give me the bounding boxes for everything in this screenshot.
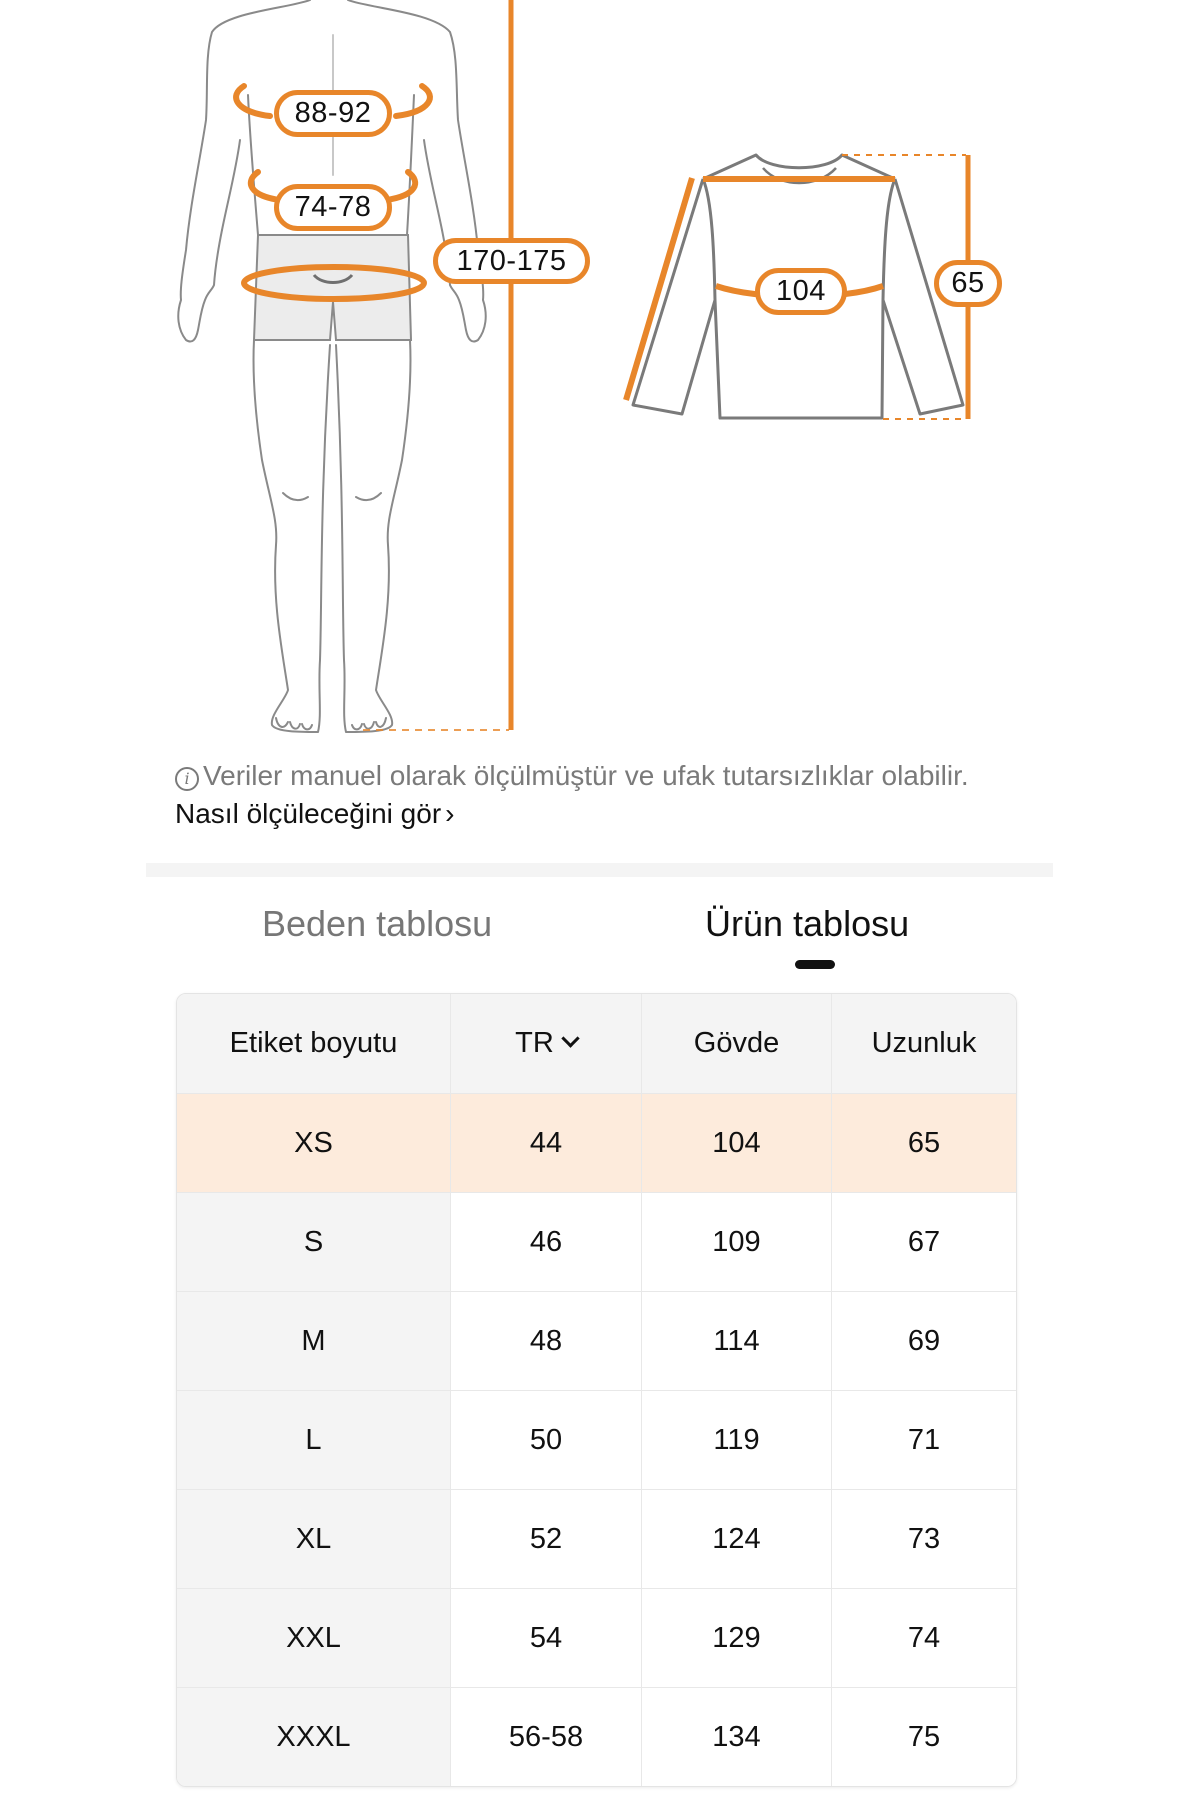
cell-body: 119 — [641, 1391, 831, 1489]
cell-tr: 46 — [450, 1193, 641, 1291]
active-tab-indicator — [795, 960, 835, 969]
garment-chest-badge: 104 — [755, 268, 847, 315]
how-to-measure-label[interactable]: Nasıl ölçüleceğini gör — [175, 798, 442, 829]
info-icon: i — [175, 767, 199, 791]
table-tabs — [146, 895, 1053, 975]
cell-label-size: L — [177, 1391, 450, 1489]
cell-tr: 48 — [450, 1292, 641, 1390]
chevron-down-icon — [561, 1029, 579, 1047]
height-measure-badge: 170-175 — [433, 238, 590, 284]
shorts-shape — [254, 235, 411, 340]
cell-tr: 50 — [450, 1391, 641, 1489]
cell-tr: 56-58 — [450, 1688, 641, 1786]
cell-tr: 54 — [450, 1589, 641, 1687]
table-row[interactable] — [177, 1687, 1016, 1786]
header-label-size: Etiket boyutu — [177, 994, 450, 1093]
table-row[interactable] — [177, 1093, 1016, 1192]
header-body: Gövde — [641, 994, 831, 1093]
cell-label-size: XS — [177, 1094, 450, 1192]
garment-length-badge: 65 — [934, 260, 1002, 307]
table-row[interactable] — [177, 1291, 1016, 1390]
cell-length: 75 — [831, 1688, 1016, 1786]
region-label: TR — [515, 1027, 554, 1059]
cell-body: 114 — [641, 1292, 831, 1390]
body-and-garment-diagram — [0, 0, 1200, 745]
header-length: Uzunluk — [831, 994, 1016, 1093]
chevron-right-icon: › — [445, 798, 455, 829]
waist-measure-badge: 74-78 — [274, 184, 392, 231]
tab-size-chart[interactable]: Beden tablosu — [262, 903, 493, 944]
cell-length: 74 — [831, 1589, 1016, 1687]
how-to-measure-link[interactable] — [175, 798, 454, 829]
cell-body: 104 — [641, 1094, 831, 1192]
product-size-table — [176, 993, 1017, 1787]
cell-label-size: M — [177, 1292, 450, 1390]
region-size-selector[interactable] — [450, 994, 641, 1093]
cell-body: 129 — [641, 1589, 831, 1687]
measurement-note — [175, 757, 1005, 833]
cell-body: 124 — [641, 1490, 831, 1588]
table-header-row — [177, 994, 1016, 1093]
size-illustration — [0, 0, 1200, 745]
table-row[interactable] — [177, 1390, 1016, 1489]
cell-length: 67 — [831, 1193, 1016, 1291]
cell-label-size: S — [177, 1193, 450, 1291]
cell-length: 73 — [831, 1490, 1016, 1588]
table-row[interactable] — [177, 1192, 1016, 1291]
cell-label-size: XXXL — [177, 1688, 450, 1786]
cell-label-size: XXL — [177, 1589, 450, 1687]
table-row[interactable] — [177, 1489, 1016, 1588]
note-text: Veriler manuel olarak ölçülmüştür ve ufak tutarsızlıklar olabilir. — [203, 760, 969, 791]
section-divider — [146, 863, 1053, 877]
cell-tr: 44 — [450, 1094, 641, 1192]
table-row[interactable] — [177, 1588, 1016, 1687]
cell-length: 71 — [831, 1391, 1016, 1489]
cell-tr: 52 — [450, 1490, 641, 1588]
tab-product-chart[interactable]: Ürün tablosu — [705, 903, 910, 944]
cell-length: 65 — [831, 1094, 1016, 1192]
cell-body: 134 — [641, 1688, 831, 1786]
cell-label-size: XL — [177, 1490, 450, 1588]
cell-length: 69 — [831, 1292, 1016, 1390]
chest-measure-badge: 88-92 — [274, 90, 392, 137]
cell-body: 109 — [641, 1193, 831, 1291]
